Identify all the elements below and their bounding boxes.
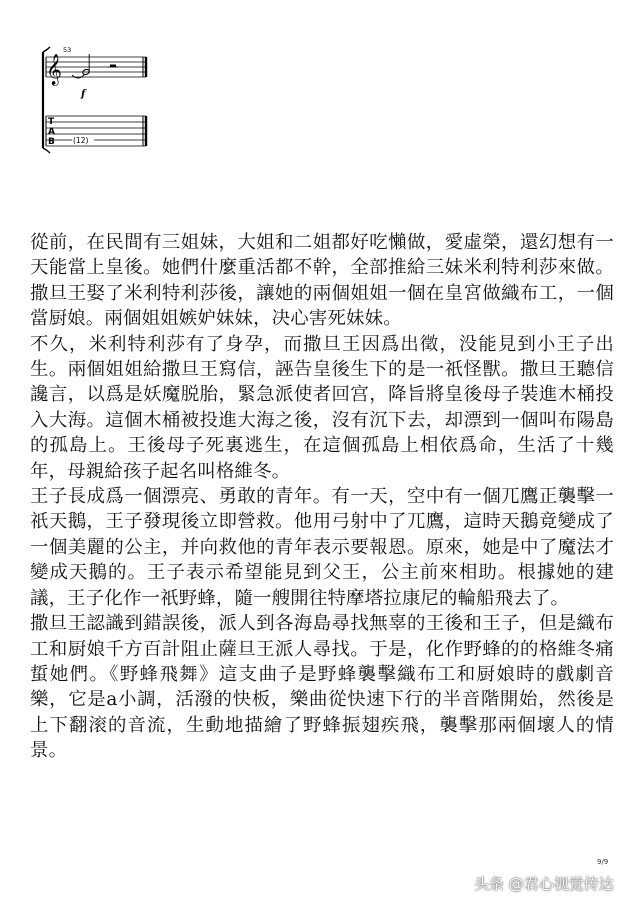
paragraph-1: 從前，在民間有三姐妹，大姐和二姐都好吃懶做，愛虛榮，還幻想有一天能當上皇後。她們什麼重活都不幹，全部推給三妹米利特利莎來做。撒旦王娶了米利特利莎後，讓她的兩個姐姐一個在皇宮做織布工，一個當厨娘。兩個姐姐嫉妒妹妹，决心害死妹妹。 bbox=[30, 232, 614, 330]
story-text bbox=[30, 230, 614, 764]
tab-fret-number: (12) bbox=[73, 136, 89, 145]
tab-clef-a: A bbox=[48, 127, 55, 137]
paragraph-4: 撒旦王認識到錯誤後，派人到各海島尋找無辜的王後和王子，但是織布工和厨娘千方百計阻止薩旦王派人尋找。于是，化作野蜂的的格維冬痛蜇她們。《野蜂飛舞》這支曲子是野蜂襲擊織布工和厨娘時的戲劇音樂，它是a小調，活潑的快板，樂曲從快速下行的半音階開始，然後是上下翻滚的音流，生動地描繪了野蜂振翅疾飛，襲擊那兩個壞人的情景。 bbox=[30, 613, 614, 762]
measure-number: 53 bbox=[63, 46, 72, 54]
paragraph-3: 王子長成爲一個漂亮、勇敢的青年。有一天，空中有一個兀鷹正襲擊一祇天鵝，王子發現後立即營救。他用弓射中了兀鷹，這時天鵝竟變成了一個美麗的公主，并向救他的青年表示要報恩。原來，她是中了魔法才變成天鵝的。王子表示希望能見到父王，公主前來相助。根據她的建議，王子化作一祇野蜂，隨一艘開往特摩塔拉康尼的輪船飛去了。 bbox=[30, 486, 614, 609]
paragraph-2: 不久，米利特利莎有了身孕，而撒旦王因爲出徵，没能見到小王子出生。兩個姐姐給撒旦王寫信，誣告皇後生下的是一祇怪獸。撒旦王聽信讒言，以爲是妖魔脱胎，緊急派使者回宫，降旨將皇後母子裝進木桶投入大海。這個木桶被投進大海之後，沒有沉下去，却漂到一個叫布陽島的孤島上。王後母子死裏逃生，在這個孤島上相依爲命，生活了十幾年，母親給孩子起名叫格維冬。 bbox=[30, 333, 614, 482]
dynamic-marking: f bbox=[81, 89, 86, 100]
tab-clef-b: B bbox=[48, 137, 55, 147]
treble-clef-icon: 𝄞 bbox=[46, 54, 62, 85]
watermark: 头条 @君心视觉传达 bbox=[474, 875, 614, 893]
music-score-snippet bbox=[38, 44, 153, 154]
tab-clef-t: T bbox=[48, 117, 55, 127]
tie-icon bbox=[72, 75, 84, 78]
page-number: 9/9 bbox=[597, 858, 609, 866]
